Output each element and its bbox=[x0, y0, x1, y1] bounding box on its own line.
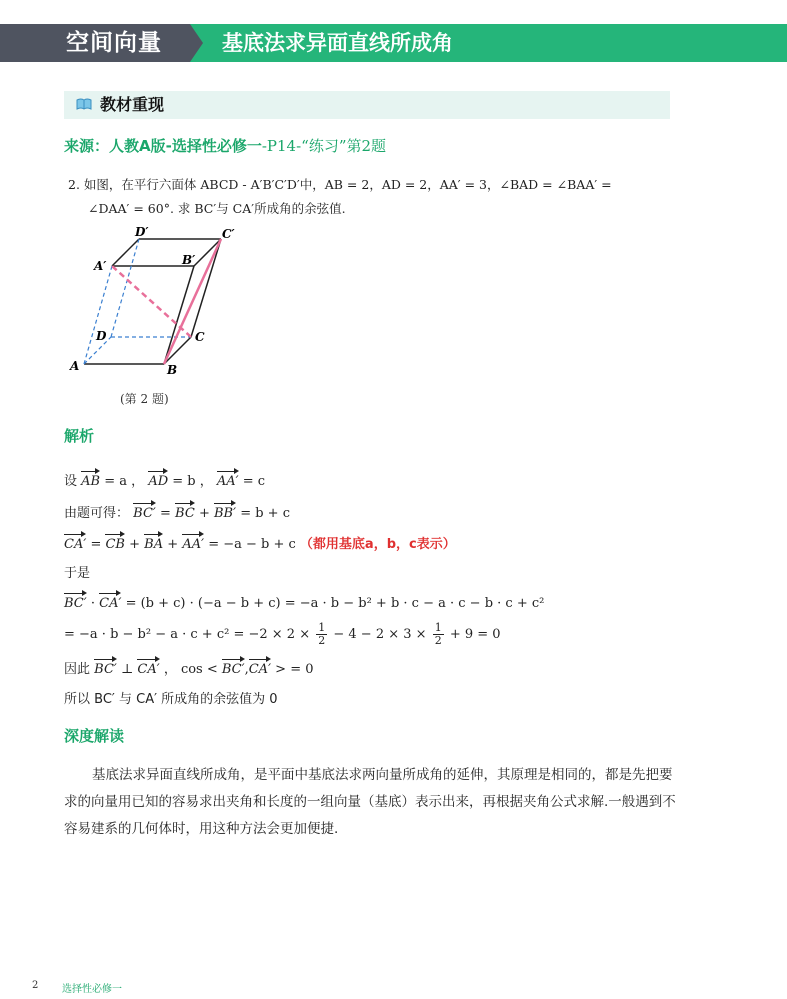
title-banner bbox=[0, 24, 787, 62]
page-number: 2 bbox=[32, 980, 39, 991]
l3-rhs: = −a − b + c bbox=[208, 537, 296, 552]
l3-plus-1: + bbox=[129, 537, 141, 552]
insight-paragraph: 基底法求异面直线所成角，是平面中基底法求两向量所成角的延伸，其原理是相同的，都是先把要求的向量用已知的容易求出夹角和长度的一组向量（基底）表示出来，再根据夹角公式求解.一般遇到不容易建系的几何体时，用这种方法会更加便捷. bbox=[64, 767, 676, 837]
l5-dot: · bbox=[90, 596, 95, 611]
l2-plus: + bbox=[198, 506, 210, 521]
l4-text: 于是 bbox=[64, 566, 91, 581]
solution-line-3 bbox=[64, 533, 456, 552]
l8-text: 所以 BC′ 与 CA′ 所成角的余弦值为 0 bbox=[64, 692, 278, 707]
l1-rhs-b: = b ， bbox=[172, 474, 213, 489]
problem-line-1: 2. 如图，在平行六面体 ABCD - A′B′C′D′中，AB = 2，AD = 2，AA′ = 3，∠BAD = ∠BAA′ = bbox=[68, 177, 612, 192]
chapter-title: 空间向量 bbox=[66, 30, 162, 56]
solution-line-4 bbox=[64, 562, 90, 581]
l1-rhs-a: = a ， bbox=[104, 474, 145, 489]
label-d: D bbox=[96, 329, 107, 343]
vec-ca1-3: CA′ bbox=[137, 658, 159, 677]
vec-aa1-2: AA′ bbox=[182, 533, 204, 552]
fraction-half-2: $\frac{1}{2}$ bbox=[434, 621, 442, 647]
label-b: B bbox=[167, 363, 178, 377]
vec-ca1: CA′ bbox=[64, 533, 86, 552]
l1-prefix: 设 bbox=[64, 474, 78, 489]
vec-ab: AB bbox=[81, 470, 100, 489]
solution-line-2 bbox=[64, 502, 290, 521]
topic-title: 基底法求异面直线所成角 bbox=[222, 31, 453, 55]
vec-ca1-2: CA′ bbox=[99, 592, 121, 611]
solution-line-7 bbox=[64, 658, 314, 677]
label-c: C bbox=[195, 330, 205, 344]
l6-b: − 4 − 2 × 3 × bbox=[333, 627, 427, 642]
vec-bc1-2: BC′ bbox=[64, 592, 87, 611]
l6-c: + 9 = 0 bbox=[449, 627, 501, 642]
vec-cb: CB bbox=[105, 533, 125, 552]
solution-line-6 bbox=[64, 622, 501, 647]
l2-eq: = bbox=[160, 506, 171, 521]
l7-prefix: 因此 bbox=[64, 662, 91, 677]
problem-line-2: ∠DAA′ = 60°. 求 BC′与 CA′所成角的余弦值. bbox=[88, 201, 346, 216]
label-b1: B′ bbox=[182, 253, 196, 267]
insight-heading: 深度解读 bbox=[64, 727, 125, 745]
label-d1: D′ bbox=[135, 225, 149, 239]
parallelepiped-figure bbox=[66, 222, 256, 412]
fraction-half-1: $\frac{1}{2}$ bbox=[318, 621, 326, 647]
source-rest: -P14-“练习”第2题 bbox=[261, 137, 387, 155]
vec-bc1-4: BC′ bbox=[222, 658, 245, 677]
vec-ba: BA bbox=[144, 533, 163, 552]
l6-a: = −a · b − b² − a · c + c² = −2 × 2 × bbox=[64, 627, 311, 642]
vec-aa1: AA′ bbox=[217, 470, 239, 489]
source-line bbox=[64, 135, 386, 156]
vec-bc1: BC′ bbox=[133, 502, 156, 521]
l7-perp: ⊥ bbox=[121, 662, 134, 677]
solution-line-8 bbox=[64, 688, 278, 707]
l1-rhs-c: = c bbox=[242, 474, 266, 489]
vec-bc1-3: BC′ bbox=[94, 658, 117, 677]
problem-text bbox=[68, 173, 678, 221]
edge-aa1-hidden bbox=[84, 266, 112, 364]
vec-ca1-4: CA′ bbox=[249, 658, 271, 677]
l3-eq: = bbox=[90, 537, 102, 552]
diag-ca1 bbox=[112, 266, 191, 337]
l7-comma: , bbox=[244, 662, 249, 677]
l7-cos: ， cos < bbox=[163, 662, 218, 677]
solution-line-5 bbox=[64, 592, 544, 611]
section-header bbox=[64, 91, 670, 119]
l3-note: （都用基底a，b，c表示） bbox=[299, 537, 456, 552]
solution-line-1 bbox=[64, 470, 265, 489]
book-icon bbox=[76, 97, 92, 111]
vec-ad: AD bbox=[148, 470, 168, 489]
label-c1: C′ bbox=[222, 227, 235, 241]
l2-rhs: = b + c bbox=[240, 506, 290, 521]
vec-bb1: BB′ bbox=[214, 502, 236, 521]
label-a: A bbox=[70, 359, 80, 373]
figure-caption: (第 2 题) bbox=[120, 392, 169, 406]
vec-bc: BC bbox=[175, 502, 195, 521]
section-title: 教材重现 bbox=[100, 95, 165, 114]
l3-plus-2: + bbox=[167, 537, 179, 552]
l2-prefix: 由题可得： bbox=[64, 506, 130, 521]
solution-heading: 解析 bbox=[64, 427, 95, 445]
footer-book-title: 选择性必修一 bbox=[62, 984, 122, 995]
source-prefix: 来源：人教A版-选择性必修一 bbox=[64, 137, 262, 155]
l7-end: > = 0 bbox=[275, 662, 314, 677]
label-a1: A′ bbox=[94, 259, 107, 273]
l5-rhs: = (b + c) · (−a − b + c) = −a · b − b² + b · c − a · c − b · c + c² bbox=[125, 596, 545, 611]
